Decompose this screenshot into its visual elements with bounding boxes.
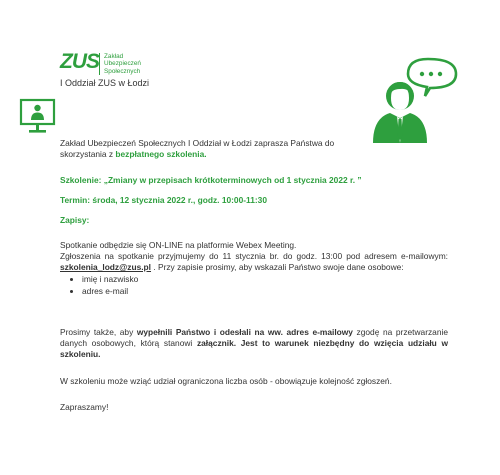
- training-title-label: Szkolenie:: [60, 175, 104, 185]
- list-item: • imię i nazwisko: [82, 273, 448, 285]
- applications-paragraph: [60, 251, 448, 273]
- consent-bold: wypełnili Państwo i odesłali na ww. adres e-mailowy: [136, 327, 353, 337]
- personal-data-list: [60, 273, 448, 297]
- registration-info: [60, 240, 448, 297]
- logo-sub-line: Ubezpieczeń: [104, 60, 141, 68]
- invitation-line: [60, 149, 448, 160]
- training-title: [60, 175, 448, 186]
- zus-logo: ZUS: [60, 50, 99, 73]
- training-title-value: „Zmiany w przepisach krótkoterminowych od 1 stycznia 2022 r. ”: [103, 175, 362, 185]
- applications-text: Zgłoszenia na spotkanie przyjmujemy do 11 stycznia br. do godz. 13:00 pod adresem e-mailowym:: [60, 251, 448, 261]
- training-date: Termin: środa, 12 stycznia 2022 r., godz. 10:00-11:30: [60, 195, 267, 205]
- consent-bold: załącznik. Jest to warunek niezbędny do wzięcia udziału w szkoleniu.: [60, 338, 448, 359]
- consent-text: Prosimy także, aby: [60, 327, 137, 337]
- limit-note: W szkoleniu może wziąć udział ograniczona liczba osób - obowiązuje kolejność zgłoszeń.: [60, 376, 392, 386]
- logo-sub-line: Zakład: [104, 53, 124, 60]
- logo-sub-line: Społecznych: [104, 67, 141, 75]
- online-info: Spotkanie odbędzie się ON-LINE na platformie Webex Meeting.: [60, 240, 297, 250]
- invitation-text: [60, 138, 448, 160]
- applications-suffix: . Przy zapisie prosimy, aby wskazali Państwo swoje dane osobowe:: [151, 262, 404, 272]
- list-item: • adres e-mail: [82, 285, 448, 297]
- logo-subtitle: [104, 53, 141, 75]
- registration-heading: Zapisy:: [60, 215, 90, 225]
- email-link[interactable]: szkolenia_lodz@zus.pl: [60, 262, 152, 272]
- free-training-highlight: bezpłatnego szkolenia.: [115, 149, 207, 159]
- invitation-prefix: skorzystania z: [60, 149, 116, 159]
- consent-request: [60, 327, 448, 360]
- branch-name: I Oddział ZUS w Łodzi: [60, 78, 150, 88]
- logo-divider: [99, 53, 100, 75]
- consent-text: zgodę na przetwarzanie danych osobowych, którą stanowi: [60, 327, 449, 348]
- speaker-chat-icon: [370, 56, 462, 148]
- computer-user-icon: [19, 98, 56, 136]
- invitation-line: Zakład Ubezpieczeń Społecznych I Oddział w Łodzi zaprasza Państwa do: [60, 138, 335, 148]
- closing-text: Zapraszamy!: [60, 402, 109, 412]
